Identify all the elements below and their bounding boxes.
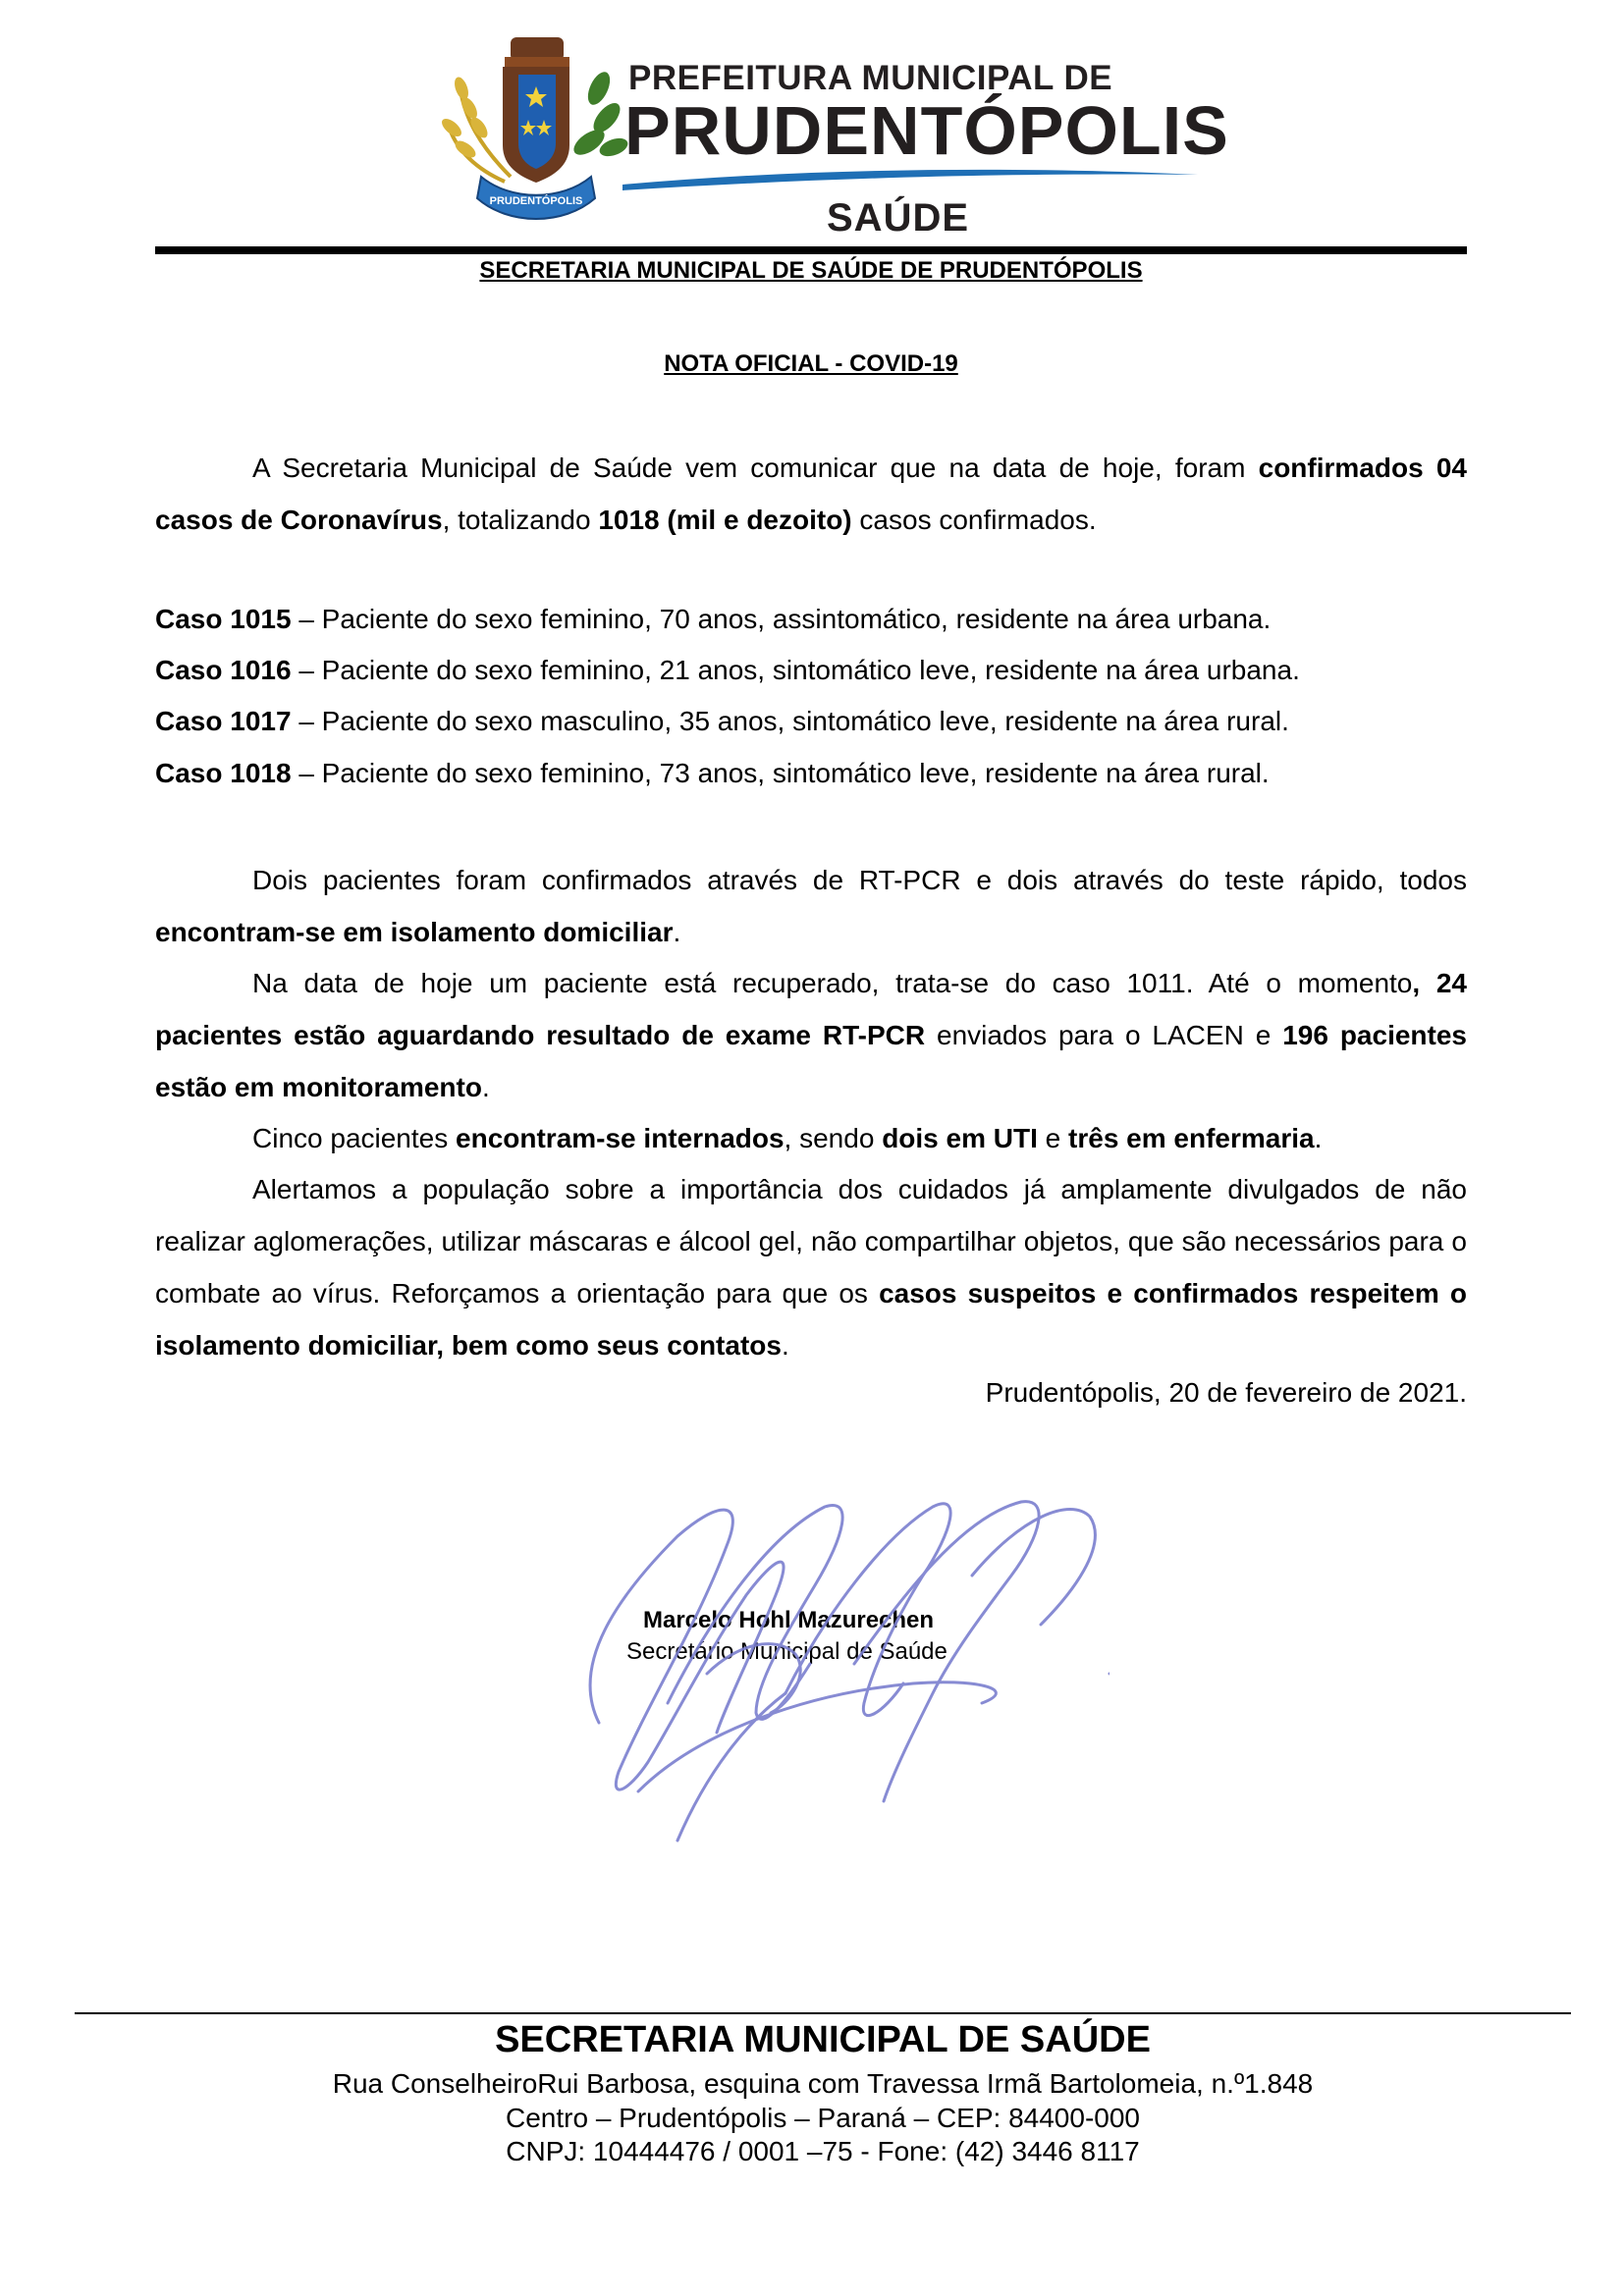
letterhead-swoosh [623,165,1198,192]
handwritten-signature [560,1477,1110,1860]
footer-address: Rua ConselheiroRui Barbosa, esquina com Travessa Irmã Bartolomeia, n.º1.848 [332,2068,1314,2099]
hospital-paragraph: Cinco pacientes encontram-se internados, sendo dois em UTI e três em enfermaria. [252,1123,1323,1153]
header-rule [155,246,1467,254]
case-line: Caso 1016 – Paciente do sexo feminino, 21 anos, sintomático leve, residente na área urbana. [155,655,1300,685]
footer-contact: CNPJ: 10444476 / 0001 –75 - Fone: (42) 3446 8117 [506,2136,1140,2166]
case-line: Caso 1015 – Paciente do sexo feminino, 70 anos, assintomático, residente na área urbana. [155,604,1272,634]
intro-paragraph: A Secretaria Municipal de Saúde vem comunicar que na data de hoje, foram confirmados 04 casos de Coronavírus, totalizando 1018 (mil e dezoito) casos confirmados. [155,453,1468,535]
signatory-name: Marcelo Hohl Mazurechen [643,1607,935,1633]
footer-rule [75,2012,1571,2014]
letterhead-line1: PREFEITURA MUNICIPAL DE [628,59,1113,97]
footer-city: Centro – Prudentópolis – Paraná – CEP: 84400-000 [506,2103,1140,2133]
letterhead-logo [442,29,1229,240]
recovered-paragraph: Na data de hoje um paciente está recuperado, trata-se do caso 1011. Até o momento, 24 pacientes estão aguardando resultado de exame RT-PCR enviados para o LACEN e 196 pacientes estão em monitoramento. [155,968,1468,1102]
case-line: Caso 1017 – Paciente do sexo masculino, 35 anos, sintomático leve, residente na área rural. [155,706,1289,736]
case-line: Caso 1018 – Paciente do sexo feminino, 73 anos, sintomático leve, residente na área rural. [155,758,1270,788]
signatory-role: Secretário Municipal de Saúde [626,1638,947,1665]
alert-paragraph: Alertamos a população sobre a importância dos cuidados já amplamente divulgados de não realizar aglomerações, utilizar máscaras e álcool gel, não compartilhar objetos, que são necessários para o combate ao vírus. Reforçamos a orientação para que os casos suspeitos e confirmados respeitem o isolamento domiciliar, bem como seus contatos. [155,1174,1468,1361]
tests-paragraph: Dois pacientes foram confirmados através de RT-PCR e dois através do teste rápido, todos encontram-se em isolamento domiciliar. [155,865,1467,947]
crest-ribbon-text: PRUDENTÓPOLIS [489,195,583,207]
municipal-crest-icon [442,29,628,231]
document-title: SECRETARIA MUNICIPAL DE SAÚDE DE PRUDENTÓPOLIS [479,257,1143,284]
date-line: Prudentópolis, 20 de fevereiro de 2021. [985,1377,1467,1408]
document-subtitle: NOTA OFICIAL - COVID-19 [664,350,958,377]
footer-title: SECRETARIA MUNICIPAL DE SAÚDE [495,2019,1151,2060]
letterhead-city-name: PRUDENTÓPOLIS [624,92,1229,169]
letterhead-department: SAÚDE [827,196,970,240]
